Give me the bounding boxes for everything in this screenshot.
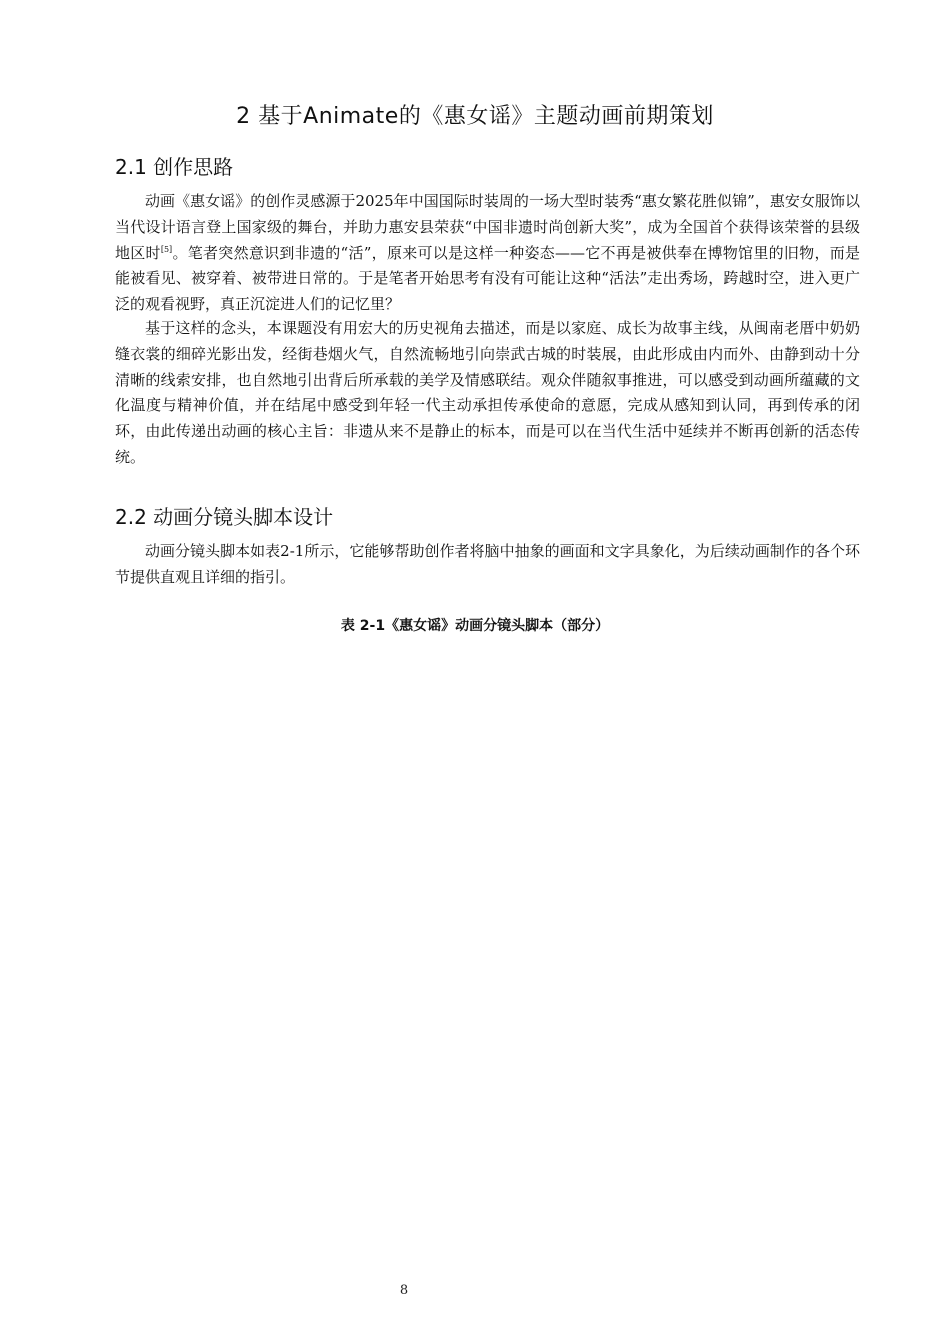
page-number: 8 [399,1283,409,1298]
section-heading-2-2: 2.2 动画分镜头脚本设计 [115,505,334,529]
paragraph-text: 。笔者突然意识到非遗的“活”，原来可以是这样一种姿态——它不再是被供奉在博物馆里的旧物，而是能被看见、被穿着、被带进日常的。于是笔者开始思考有没有可能让这种“活法”走出秀场，跨越时空，进入更广泛的观看视野，真正沉淀进人们的记忆里？ [115,243,860,314]
table-caption: 表 2-1《惠女谣》动画分镜头脚本（部分） [340,618,610,634]
citation-reference: [5] [160,244,173,254]
paragraph-storyboard: 动画分镜头脚本如表2-1所示，它能够帮助创作者将脑中抽象的画面和文字具象化，为后续动画制作的各个环节提供直观且详细的指引。 [115,542,860,586]
paragraph-inspiration [115,189,860,318]
chapter-title: 2 基于Animate的《惠女谣》主题动画前期策划 [236,104,714,129]
paragraph-text: 动画《惠女谣》的创作灵感源于2025年中国国际时装周的一场大型时装秀“惠女繁花胜似锦”，惠安女服饰以当代设计语言登上国家级的舞台，并助力惠安县荣获“中国非遗时尚创新大奖”，成为全国首个获得该荣誉的县级地区时 [115,192,860,262]
paragraph-narrative: 基于这样的念头，本课题没有用宏大的历史视角去描述，而是以家庭、成长为故事主线，从闽南老厝中奶奶缝衣裳的细碎光影出发，经街巷烟火气，自然流畅地引向崇武古城的时装展，由此形成由内而外、由静到动十分清晰的线索安排，也自然地引出背后所承载的美学及情感联结。观众伴随叙事推进，可以感受到动画所蕴藏的文化温度与精神价值，并在结尾中感受到年轻一代主动承担传承使命的意愿，完成从感知到认同，再到传承的闭环，由此传递出动画的核心主旨：非遗从来不是静止的标本，而是可以在当代生活中延续并不断再创新的活态传统。 [115,319,860,466]
section-heading-2-1: 2.1 创作思路 [115,155,234,179]
